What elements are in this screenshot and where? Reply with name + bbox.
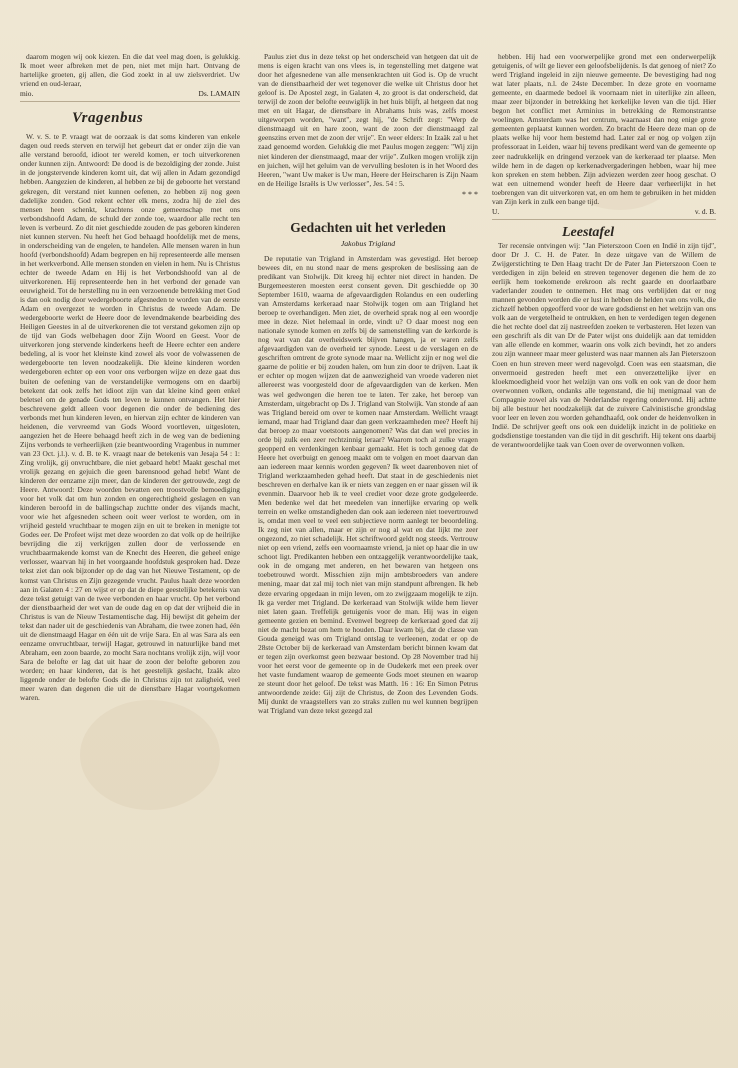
- section-heading-gedachten: Gedachten uit het verleden: [290, 219, 446, 235]
- divider: [20, 101, 240, 102]
- signature-right: v. d. B.: [694, 206, 716, 216]
- column-right-top: [492, 52, 716, 662]
- trigland-continuation: hebben. Hij had een voorwerpelijke grond met een onderwerpelijk getuigenis, of wilt ge liever een geloofsbelijdenis. Is dat genoeg of niet? Zo werd Trigland ingeleid in zijn nieuwe gemeente. De bevestiging had nog wat later plaats, n.l. de 24ste December. In deze grote en voorname gemeente, en daarmede bedoel ik voornaam niet in uiterlijke zin alleen, maar zeer bijzonder in betrekking het kerkelijke leven van die tijd. Hier begon het conflict met Arminius in betrekking de Remonstrantse woelingen. Amsterdam was het centrum, waarnaast dan nog enige grote gemeenten geplaatst kunnen worden. Zo bracht de Heere deze man op de plaats welke hij voor hem bestemd had. Later zal er nog op volgen zijn professoraat in Leiden, waar hij tevens predikant werd van de gemeente op zeer nadrukkelijk en dringend verzoek van de kerkeraad ter plaatse. Men wilde hem in de dagen op kerkenadvergaderingen hebben, waar hij mee kon spreken en stem hebben. Zijn adviezen werden zeer hoog geschat. O wat een uitnemend wonder heeft de Heere daar verheerlijkt in het toebrengen van dit uitverkoren vat, en om hem te gebruiken in het midden van Zijn kerk in zulk een bange tijd.: [492, 52, 716, 206]
- leestafel-body: Ter recensie ontvingen wij: "Jan Pieterszoon Coen en Indië in zijn tijd", door Dr J. C. H. de Pater. In deze uitgave van de Willem de Zwijgerstichting te Den Haag tracht Dr de Pater Jan Pieterszoon Coen te verdedigen in zijn beleid en streven tegenover degenen die hem de zo eerlijk hem toekomende erekroon als recht gaarde en doorlaatbare vaderlander zouden te ontnemen. Het mag ons verblijden dat er nog mannen gevonden worden die er lust in hebben de helden van ons volk, die zichzelf hebben opgeofferd voor de ware godsdienst en het welzijn van ons volk aan de vergetelheid te ontrukken, en hen te verdedigen tegen degenen die het rechte doel dat zij nastreefden zoeken te verbasteren. Het lezen van een geschrift als dit van Dr de Pater wijst ons duidelijk aan dat temidden van alle ellende en kommer, waarin ons volk zich bevindt, het zo anders zou zijn wanneer maar meer gelusterd was naar mannen als Jan Pieterszoon Coen en hun streven meer werd nagevolgd. Coen was een staatsman, die onvermoeid gestreden heeft met een onverzettelijke ijver en kloekmoedigheid voor het welzijn van ons volk en ook van de door hem overwonnen volken, ondanks alle tegenstand, die hij menigmaal van de Compagnie zowel als van de Nederlandse regering ondervond. Hij achtte bij alle bestuur het noodzakelijk dat de zuivere Calvinistische grondslag voor leer en leven zou worden gehandhaafd, ook onder de heidenvolken in Indië. De schrijver geeft ons ook een duidelijk inzicht in de politieke en godsdienstige toestanden van die tijd in dit geschrift. Hij tekent ons daarbij de verantwoordelijke taak van Coen over de overwonnen volken.: [492, 240, 716, 449]
- column-left: [20, 52, 240, 1042]
- trigland-article-body: De reputatie van Trigland in Amsterdam was gevestigd. Het beroep bewees dit, en nu stond naar de mens gesproken de beslissing aan de predikant van Stolwijk. Dit kreeg hij echter niet direct in handen. De Burgemeesteren moesten eerst consent geven. Dit geschiedde op 30 September 1610, waarna de afgevaardigden Rolandus en een ouderling van Amsterdams kerkeraad naar Stolwijk togen om aan Trigland het beroep te overhandigen. Men ziet, de overheid sprak nog al een woordje mee in deze. Niet helemaal in orde, vindt u? O daar moest nog een nationale synode komen en zelfs bij de samenstelling van de kerkorde is nog wat van dat overheidswerk blijven hangen, ja er waren zelfs afgevaardigden van de overheid ter synode. Leest u de verslagen en de geschriften omtrent de grote synode maar na. Wellicht zijn er nog wel die gaarne de politie er bij zouden halen, om hun zin door te drijven. Laat ik er echter op mogen wijzen dat de aanwezigheid van vroede vaderen niet allereerst was voorgesteld door de afgevaardigden van de kerken. Men was wel gedwongen die heren toe te laten. Ter zake, het beroep van Amsterdam, uitgebracht op Ds J. Trigland van Stolwijk. Van stonde af aan was Trigland bereid om over te komen naar Amsterdam. Wellicht vraagt iemand, maar had Trigland daar dan geen verkzaamheden mee? Heeft hij dat beroep zo maar voetstoots aangenomen? Was dat dan wel precies in orde bij zulk een zeer rechtzinnig leraar? Waarom toch al zulke vragen geopperd en verdenkingen kenbaar gemaakt. Het is toch genoeg dat de Heere het overbuigt en genoeg maakt om te volgen en moet daarvan dan aan iedereen maar kennis worden gegeven? Ik weet daarenboven niet of Trigland werkzaamheden gehad heeft. Dat staat in de geschiedenis niet beschreven en derhalve kan ik er niets van zeggen en er naar gissen wil ik evenmin. Daarvoor heb ik te veel crediet voor deze grote godgeleerde. Men bedenke wel dat het meedelen van innerlijke ervaring op welk terrein en welke omstandigheden dan ook aan iedereen niet toevertrouwd is, omdat men veel te veel een subjectieve norm aanlegt ter beoordeling. Ik zeg niet van allen, maar er zijn er nog al wat en dat lijkt me zeer ongezond, zo niet schadelijk. Het schriftwoord geldt nog steeds. Vertrouw niet op een vriend, zelfs een voornaamste vriend, ja niet op haar die in uw schoot ligt. Predikanten hebben een ontzaggelijk verantwoordelijke taak, ook in de omgang met anderen, en het bewaren van hetgeen ons toebetrouwd wordt. Misschien zijn mijn ambtsbroeders van andere mening, maar dat zal mij toch niet van mijn standpunt afbrengen. Ik heb deze ervaring opgedaan in mijn leven, om zo zwijgzaam mogelijk te zijn. Ik ga verder met Trigland. De kerkeraad van Stolwijk wilde hem liever niet laten gaan. Treffelijk getuigenis voor de man. Hij was in eigen gemeente gezien en bemind. Evenwel begreep de kerkeraad goed dat zij niet de macht bezat om hem te houden. Daar kwam bij, dat de classe van Gouda geneigd was om Trigland ontslag te verleenen, zodat er op de 28ste October bij de kerkeraad van Amsterdam bericht binnen kwam dat er tegen zijn overkomst geen bezwaar bestond. Op 28 November trad hij voor het eerst voor de gemeente op in de Oudekerk met een preek over het vaste fundament waarop de gemeente Gods moet steunen en waarop ze steunt door het geloof. De tekst was Matth. 16 : 16: En Simon Petrus antwoordende zeide: Gij zijt de Christus, de Zoon des Levenden Gods. Mij dunkt de vraagstellers van zo straks zullen nu wel kunnen begrijpen wat Trigland van deze tekst gezegd zal: [258, 253, 478, 716]
- paulus-text: Paulus ziet dus in deze tekst op het onderscheid van hetgeen dat uit de mens is eigen kracht van ons vlees is, in tegenstelling met datgene wat door het afgesnedene van alle mensenkrachten uit God is. Op de vrucht van de dienstbaarheid der wet tegenover die welke uit Christus door het geloof is. De Apostel zegt, in Galaten 4, zo groot is dat onderscheid, dat terwijl de zoon der belofte eeuwiglijk in het huis blijft, al hetgeen dat nog met en uit Hagar, de dienstbare in Abrahams huis was, zelfs moest uitgeworpen worden, "want", zegt hij, "de Schrift zegt: "Werp de dienstmaagd uit en hare zoon, want de zoon der dienstmaagd zal geenszins erven met de zoon der vrije". En weer elders: In Izaäk zal u het zaad genoemd worden. Gelukkig die met Paulus mogen zeggen: "Wij zijn niet kinderen der dienstmaagd, maar der vrije". Zulken mogen vrolijk zijn en juichen, wijl het geluim van de vervulling besloten is in het Woord des Heeren, "want Uw maker is Uw man, Heere der Heirscharen is Zijn Naam en de Heilige Israëls is Uw verlosser", Jes. 54 : 5.: [258, 52, 478, 188]
- section-heading-vragenbus: Vragenbus: [72, 110, 144, 127]
- signature-initial: mio.: [20, 89, 34, 99]
- letter-signature: [20, 89, 240, 98]
- article-byline: Jakobus Trigland: [340, 238, 396, 248]
- article-signature: [492, 207, 716, 216]
- column-middle: [258, 52, 478, 1042]
- signature-author: Ds. LAMAIN: [198, 89, 240, 99]
- signature-left: U.: [492, 206, 500, 216]
- section-heading-leestafel: Leestafel: [562, 224, 615, 240]
- letter-closing-text: daarom mogen wij ook kiezen. En die dat veel mag doen, is gelukkig. Ik moet weer afbreken met de pen, niet met mijn hart. Ontvang de hartelijke groeten, gij allen, die God zoekt in al uw zielsverdriet. Uw vriend en oud-leraar,: [20, 52, 240, 89]
- divider: [492, 219, 716, 220]
- vragenbus-body: W. v. S. te P. vraagt wat de oorzaak is dat soms kinderen van enkele dagen oud reeds sterven en terwijl het gebeurt dat er onder zijn die van alle verstand beroofd, idioot ter wereld komen, er toch uitverkorenen onder kunnen zijn. Antwoord: De dood is de bezoldiging der zonde. Juist in de jongstervende kinderen komt uit, dat wij allen in Adam gezondigd hebben. Aangezien de kinderen, al hebben ze bij de geboorte het verstand gekregen, dit verstand niet kunnen oefenen, zo hebben zij nog geen dadelijke zonden. God rekent echter elk mens, zodra hij de ziel des mensen heen schenkt, krachtens onze gemeenschap met ons verbondshoofd Adam, de schuld der zonde toe, waardoor alle recht ten leven is verbeurd. Zo dit niet geschiedde zouden de pas geboren kinderen niet kunnen sterven. Nu heeft het God behaagd hoofdelijk met de mens, in onderscheiding van de engelen, te handelen. Alle mensen waren in hun hoofd (verbondshoofd) Adam begrepen en hij representeerde alle mensen in het werkverbond. Alle mensen stonden en vielen in hem. Nu is Christus echter de tweede Adam en Hij is het Verbondshoofd van al de uitverkorenen. Hij representeerde hen in het verbond der genade van eeuwigheid. Tot de herstelling nu in een verzoenende betrekking met God is dan ook nodig door wedergeboorte afgesneden te worden van de eerste Adam en overgezet te worden in Christus de tweede Adam. De wedergeboorte werkt de Heere door de levendmakende bearbeiding des Heiligen Geestes in al de uitverkorenen die tot verstand gekomen zijn op de tijd van Gods welbehagen door Zijn Woord en Geest. Voor de uitverkoren jong stervende kinderkens heeft de Heere echter een andere bedeling, al is voor het kleinste kind zowel als voor de volwassenen de wedergeboorte ten leven noodzakelijk. Die kleine kinderen worden wedergeboren echter op een voor ons verborgen wijze en deze gaat dus buiten de oefening van de verstandelijke vermogens om en daarbij betekent dat ook zelfs het idioot zijn van dat kleine kind geen enkel beletsel om de genade Gods ten leven te kunnen ontvangen. Het hier beschrevene geldt alleen voor degenen die onder de bediening des verbonds met hun kinderen leven, en hiervan zijn echter de kinderen van heidenen, die vervreemd van Gods Woord voortleven, uitgesloten, aangezien het de Heere behaagd heeft zich in de weg van de bediening Zijns verbonds te verheerlijken (zie beantwoording Vragenbus in nummer van 23 Oct. j.l.). v. d. B. te K. vraagt naar de betekenis van Jesaja 54 : 1: Zing vrolijk, gij onvruchtbare, die niet gebaard hebt! Maakt geschal met vrolijk gezang en gejuich die geen barensnood gehad hebt! Want de kinderen der eenzame zijn meer, dan de kinderen der getrouwde, zegt de Heere. Antwoord: Deze woorden bevatten een troostvolle bemoediging voor het volk dat om hun zonden en ongerechtigheid geslagen en van kinderen beroofd in de ballingschap zuchtte onder des vijands macht, voor wie het afgesneden scheen ooit weer verlost te worden, om in vrijheid gesteld vruchtbaar te mogen zijn en uit te breken in menigte tot Godes eer. De Profeet wijst met deze woorden zo dat volk op de heilrijke bevrijding die zij verkrijgen zullen door de verlossende en vruchtbaarmakende komst van de Knecht des Heeren, die geheel enige verlosser, waarvan hij in het voorgaande hoofdstuk gesproken had. Deze tekst ziet dan ook bijzonder op de dag van het Nieuwe Testament, op de komst van Christus en Zijn gezegende vrucht. Paulus haalt deze woorden aan in Galaten 4 : 27 en wijst er op dat de diepe geestelijke betekenis van deze tekst getuigt van de twee verbonden en haar vrucht. Op het verbond der dienstbaarheid der wet van de oude dag en op dat der vrijheid die in Christus is van de Nieuw Testamentische dag. Hij bewijst dit geheim der tekst dan nader uit de geschiedenis van Abraham, die twee zonen had, één uit de dienstmaagd Hagar en één uit de vrije Sara. En al was Sara als een eenzame onvruchtbaar, terwijl Hagar, getrouwd in natuurlijke band met Abraham, een zoon baarde, zo mocht Sara nochtans vrolijk zijn, wijl voor Sara de belofte er lag dat uit haar de zoon der belofte geboren zou worden; en haar kinderen, dat is het geestelijk geslacht, Izaäk alzo liggende onder de belofte Gods die in Christus zijn tot zaligheid, veel meer waren dan degenen die uit de dienstbare Hagar voortgekomen waren.: [20, 132, 240, 703]
- section-end-stars: * * *: [462, 189, 478, 199]
